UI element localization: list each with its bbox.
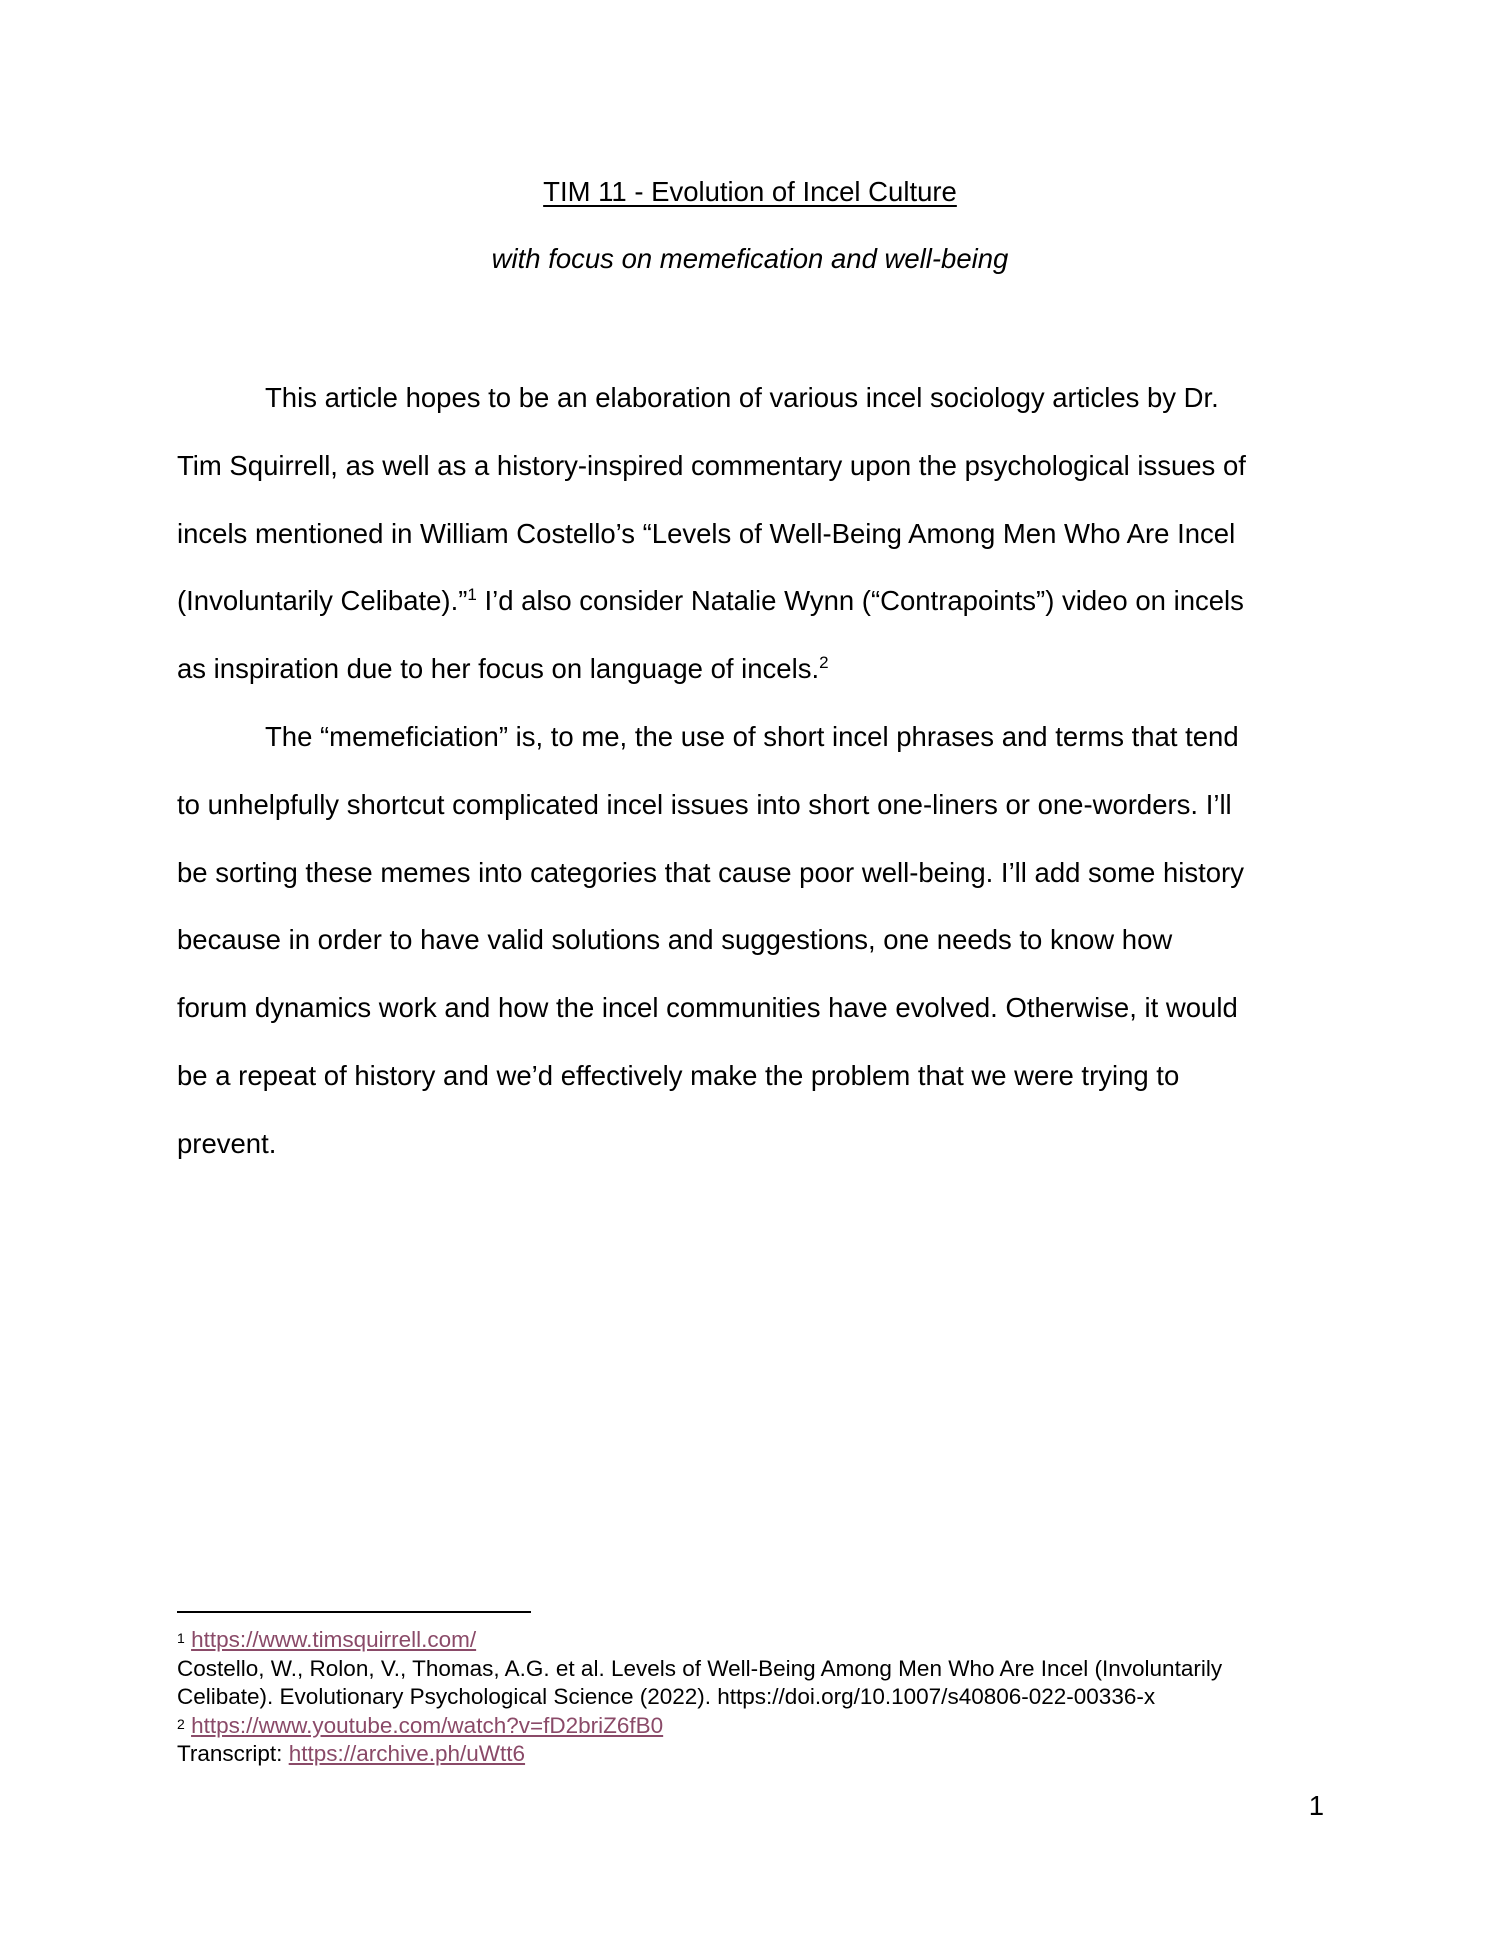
youtube-link[interactable]: https://www.youtube.com/watch?v=fD2briZ6fB0	[191, 1712, 664, 1738]
document-body	[177, 378, 1337, 1192]
page-number: 1	[1308, 1790, 1324, 1821]
transcript-line	[177, 1740, 1337, 1769]
document-title: TIM 11 - Evolution of Incel Culture	[543, 176, 957, 207]
text-line: incels mentioned in William Costello’s “Levels of Well-Being Among Men Who Are Incel	[177, 517, 1236, 549]
document-subtitle: with focus on memefication and well-being	[491, 243, 1009, 274]
footnote-2	[177, 1712, 1337, 1741]
footnote-ref-2[interactable]: 2	[819, 653, 829, 673]
text-line	[177, 649, 1337, 717]
transcript-link[interactable]: https://archive.ph/uWtt6	[288, 1741, 526, 1766]
footnote-number: 1	[177, 1630, 185, 1646]
citation-line: Costello, W., Rolon, V., Thomas, A.G. et al. Levels of Well-Being Among Men Who Are Incel (Involuntarily	[177, 1655, 1223, 1681]
text-segment: as inspiration due to her focus on language of incels.	[177, 653, 820, 685]
paragraph-1	[177, 378, 1337, 717]
timsquirrell-link[interactable]: https://www.timsquirrell.com/	[191, 1627, 477, 1652]
text-line: be sorting these memes into categories that cause poor well-being. I’ll add some history	[177, 856, 1244, 888]
citation-line: Celibate). Evolutionary Psychological Science (2022). https://doi.org/10.1007/s40806-022-00336-x	[177, 1684, 1156, 1709]
text-line	[177, 581, 1337, 649]
text-line: because in order to have valid solutions and suggestions, one needs to know how	[177, 924, 1173, 956]
text-line: Tim Squirrell, as well as a history-inspired commentary upon the psychological issues of	[177, 449, 1246, 481]
text-line: be a repeat of history and we’d effectively make the problem that we were trying to	[177, 1059, 1180, 1091]
paragraph-2	[177, 717, 1337, 1192]
text-segment: (Involuntarily Celibate).”	[177, 585, 468, 617]
footnote-number: 2	[177, 1715, 185, 1732]
text-line: to unhelpfully shortcut complicated incel issues into short one-liners or one-worders. I’ll	[177, 788, 1232, 820]
text-line: The “memeficiation” is, to me, the use of short incel phrases and terms that tend	[265, 720, 1239, 752]
text-segment: I’d also consider Natalie Wynn (“Contrapoints”) video on incels	[476, 585, 1244, 617]
footnote-separator	[177, 1611, 531, 1613]
footnotes	[177, 1626, 1337, 1769]
text-line: prevent.	[177, 1127, 277, 1159]
text-line: forum dynamics work and how the incel communities have evolved. Otherwise, it would	[177, 992, 1238, 1024]
footnote-1	[177, 1626, 1337, 1655]
transcript-label: Transcript:	[177, 1741, 289, 1766]
text-line: This article hopes to be an elaboration of various incel sociology articles by Dr.	[265, 382, 1219, 413]
footnote-ref-1[interactable]: 1	[467, 585, 477, 605]
